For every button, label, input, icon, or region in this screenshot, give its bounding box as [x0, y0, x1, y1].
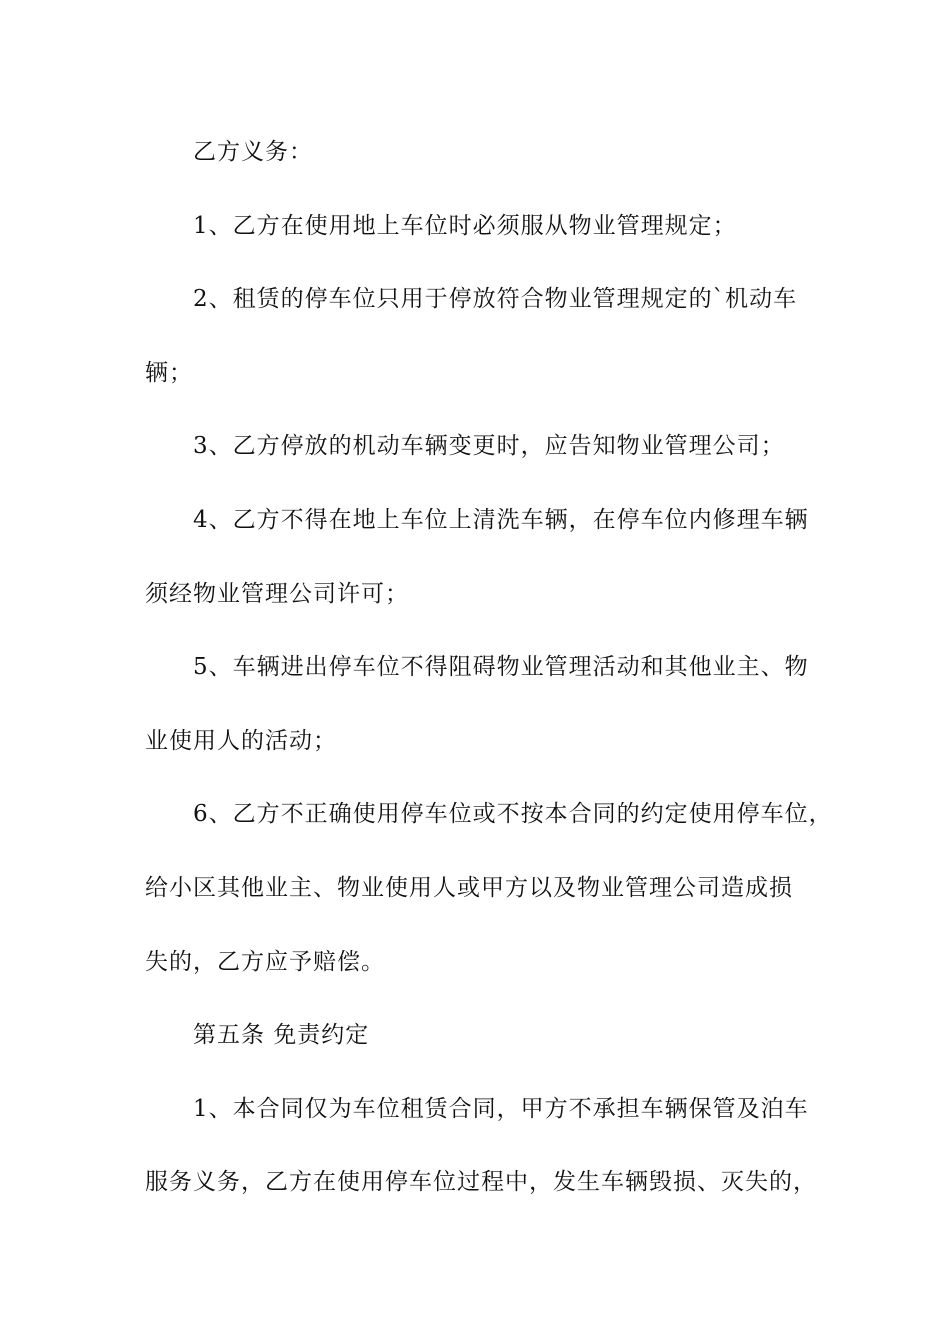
paragraph-line: 给小区其他业主、物业使用人或甲方以及物业管理公司造成损	[145, 874, 793, 901]
paragraph-line: 6、乙方不正确使用停车位或不按本合同的约定使用停车位，	[193, 801, 833, 828]
document-body	[145, 126, 833, 1230]
paragraph-line: 须经物业管理公司许可；	[145, 580, 409, 607]
paragraph-line: 服务义务，乙方在使用停车位过程中，发生车辆毁损、灭失的，	[145, 1169, 817, 1196]
paragraph-line: 辆；	[145, 359, 193, 386]
paragraph-line: 失的，乙方应予赔偿。	[145, 948, 385, 975]
section-heading-article-five: 第五条 免责约定	[193, 1022, 370, 1049]
paragraph-line: 3、乙方停放的机动车辆变更时，应告知物业管理公司；	[193, 433, 785, 460]
paragraph-line: 业使用人的活动；	[145, 727, 337, 754]
paragraph-line: 1、本合同仅为车位租赁合同，甲方不承担车辆保管及泊车	[193, 1095, 809, 1122]
section-heading-party-b-obligations: 乙方义务：	[193, 139, 313, 165]
paragraph-line: 2、租赁的停车位只用于停放符合物业管理规定的`机动车	[193, 286, 798, 313]
paragraph-line: 5、车辆进出停车位不得阻碍物业管理活动和其他业主、物	[193, 654, 809, 681]
paragraph-line: 1、乙方在使用地上车位时必须服从物业管理规定；	[193, 212, 737, 239]
paragraph-line: 4、乙方不得在地上车位上清洗车辆，在停车位内修理车辆	[193, 506, 809, 533]
